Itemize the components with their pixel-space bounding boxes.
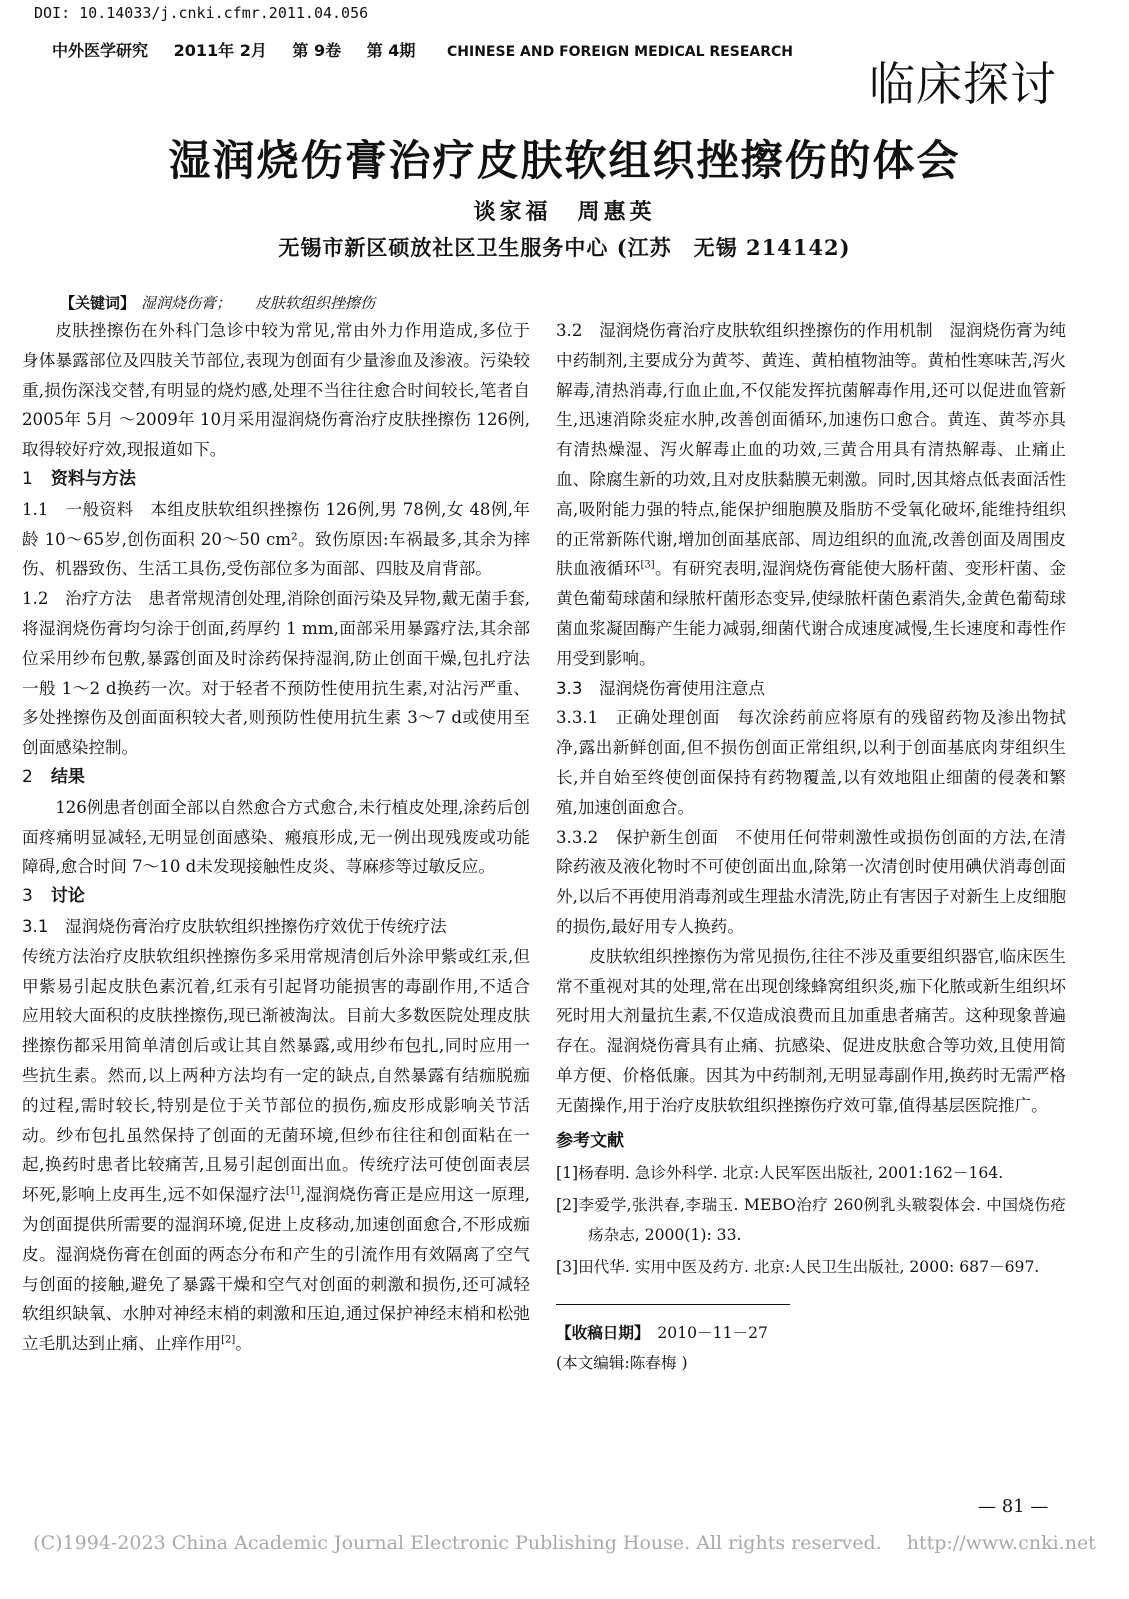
- subsection-1-2: 1.2 治疗方法 患者常规清创处理,消除创面污染及异物,戴无菌手套,将湿润烧伤膏均匀涂于创面,药厚约 1 mm,面部采用暴露疗法,其余部位采用纱布包敷,暴露创面及时涂药保持湿润,防止创面干燥,包扎疗法一般 1～2 d换药一次。对于轻者不预防性使用抗生素,对沾污严重、多处挫擦伤及创面面积较大者,则预防性使用抗生素 3～7 d或使用至创面感染控制。: [22, 589, 530, 758]
- text-run: 传统方法治疗皮肤软组织挫擦伤多采用常规清创后外涂甲紫或红汞,但甲紫易引起皮肤色素沉着,红汞有引起肾功能损害的毒副作用,不适合应用较大面积的皮肤挫擦伤,现已渐被淘汰。目前大多数医院处理皮肤挫擦伤都采用简单清创后或让其自然暴露,或用纱布包扎,同时应用一些抗生素。然而,以上两种方法均有一定的缺点,自然暴露有结痂脱痂的过程,需时较长,特别是位于关节部位的损伤,痂皮形成影响关节活动。纱布包扎虽然保持了创面的无菌环境,但纱布往往和创面粘在一起,换药时患者比较痛苦,且易引起创面出血。传统疗法可使创面表层坏死,影响上皮再生,远不如保湿疗法: [22, 946, 530, 1205]
- volume: 第 9卷: [292, 41, 342, 60]
- article-title: 湿润烧伤膏治疗皮肤软组织挫擦伤的体会: [168, 136, 961, 185]
- keyword: 皮肤软组织挫擦伤: [255, 294, 376, 312]
- references-heading: 参考文献: [556, 1130, 624, 1151]
- editor-note: (本文编辑:陈春梅 ): [556, 1354, 688, 1373]
- subsection-3-3-2: 3.3.2 保护新生创面 不使用任何带刺激性或损伤创面的方法,在清除药液及液化物时不可使创面出血,除第一次清创时使用碘伏消毒创面外,以后不再使用消毒剂或生理盐水清洗,防止有害因子对新生上皮细胞的损伤,最好用专人换药。: [556, 827, 1066, 936]
- section-number: 1: [22, 468, 33, 489]
- divider: [556, 1304, 790, 1305]
- issue-number: 第 4期: [366, 41, 416, 60]
- keywords: [60, 292, 393, 313]
- reference-item: [2]李爱学,张洪春,李瑞玉. MEBO治疗 260例乳头皲裂体会. 中国烧伤疮疡杂志, 2000(1): 33.: [556, 1196, 1066, 1245]
- intro-paragraph: 皮肤挫擦伤在外科门急诊中较为常见,常由外力作用造成,多位于身体暴露部位及四肢关节部位,表现为创面有少量渗血及渗液。污染较重,损伤深浅交替,有明显的烧灼感,处理不当往往愈合时间较长,笔者自 2005年 5月 ～2009年 10月采用湿润烧伤膏治疗皮肤挫擦伤 126例,取得较好疗效,现报道如下。: [22, 321, 530, 460]
- reference-item: [1]杨春明. 急诊外科学. 北京:人民军医出版社, 2001:162－164.: [556, 1164, 1004, 1183]
- subsection-3-3-1: 3.3.1 正确处理创面 每次涂药前应将原有的残留药物及渗出物拭净,露出新鲜创面,但不损伤创面正常组织,以利于创面基底肉芽组织生长,并自始至终使创面保持有药物覆盖,以有效地阻止细菌的侵袭和繁殖,加速创面愈合。: [556, 708, 1066, 817]
- subsection-3-2: [556, 316, 1066, 674]
- received-date: [556, 1319, 1066, 1349]
- subsection-3-1-text: [22, 942, 530, 1359]
- text-run: ,湿润烧伤膏正是应用这一原理,为创面提供所需要的湿润环境,促进上皮移动,加速创面愈合,不形成痂皮。湿润烧伤膏在创面的两态分布和产生的引流作用有效隔离了空气与创面的接触,避免了暴露干燥和空气对创面的刺激和损伤,还可减轻软组织缺氧、水肿对神经末梢的刺激和压迫,通过保护神经末梢和松弛立毛肌达到止痛、止痒作用: [22, 1185, 530, 1354]
- keywords-label: 【关键词】: [60, 294, 136, 312]
- section-title: 资料与方法: [50, 468, 136, 489]
- affiliation: 无锡市新区硕放社区卫生服务中心 (江苏 无锡 214142): [278, 235, 851, 260]
- citation: [3]: [640, 559, 655, 571]
- issue-date: 2011年 2月: [173, 41, 267, 60]
- left-column: [22, 316, 530, 1359]
- section-number: 3: [22, 886, 33, 907]
- section-heading-3: [22, 882, 530, 912]
- reference-item: [3]田代华. 实用中医及药方. 北京:人民卫生出版社, 2000: 687－697.: [556, 1258, 1040, 1277]
- keyword: 湿润烧伤膏；: [141, 294, 232, 312]
- section-label: 临床探讨: [869, 57, 1057, 111]
- subsection-3-1-heading: 3.1 湿润烧伤膏治疗皮肤软组织挫擦伤疗效优于传统疗法: [22, 916, 447, 936]
- text-run: 。有研究表明,湿润烧伤膏能使大肠杆菌、变形杆菌、金黄色葡萄球菌和绿脓杆菌形态变异,使绿脓杆菌色素消失,金黄色葡萄球菌血浆凝固酶产生能力减弱,细菌代谢合成速度减慢,生长速度和毒性作用受到影响。: [556, 559, 1066, 668]
- doi: DOI: 10.14033/j.cnki.cfmr.2011.04.056: [34, 4, 369, 22]
- journal-name-en: CHINESE AND FOREIGN MEDICAL RESEARCH: [447, 44, 793, 60]
- section-heading-1: [22, 465, 530, 495]
- conclusion-paragraph: 皮肤软组织挫擦伤为常见损伤,往往不涉及重要组织器官,临床医生常不重视对其的处理,常在出现创缘蜂窝组织炎,痂下化脓或新生组织坏死时用大剂量抗生素,不仅造成浪费而且加重患者痛苦。这种现象普遍存在。湿润烧伤膏具有止痛、抗感染、促进皮肤愈合等功效,且使用简单方便、价格低廉。因其为中药制剂,无明显毒副作用,换药时无需严格无菌操作,用于治疗皮肤软组织挫擦伤疗效可靠,值得基层医院推广。: [556, 946, 1066, 1115]
- section-heading-2: [22, 763, 530, 793]
- results-paragraph: 126例患者创面全部以自然愈合方式愈合,未行植皮处理,涂药后创面疼痛明显减轻,无明显创面感染、瘢痕形成,无一例出现残废或功能障碍,愈合时间 7～10 d未发现接触性皮炎、荨麻疹等过敏反应。: [22, 797, 530, 877]
- copyright-watermark: (C)1994-2023 China Academic Journal Electronic Publishing House. All rights reserved. http://www.cnki.net: [33, 1532, 1096, 1554]
- right-column: [556, 316, 1066, 1379]
- citation: [1]: [285, 1185, 301, 1197]
- page-number: — 81 —: [978, 1496, 1049, 1517]
- received-value: 2010－11－27: [657, 1324, 768, 1343]
- received-label: 【收稿日期】: [556, 1324, 642, 1343]
- section-title: 结果: [50, 766, 85, 787]
- journal-name: 中外医学研究: [52, 41, 149, 60]
- subsection-3-3-heading: 3.3 湿润烧伤膏使用注意点: [556, 678, 765, 698]
- authors: 谈家福 周惠英: [473, 199, 656, 225]
- text-run: 3.2 湿润烧伤膏治疗皮肤软组织挫擦伤的作用机制 湿润烧伤膏为纯中药制剂,主要成分为黄芩、黄连、黄柏植物油等。黄柏性寒味苦,泻火解毒,清热消毒,行血止血,不仅能发挥抗菌解毒作用,还可以促进血管新生,迅速消除炎症水肿,改善创面循环,加速伤口愈合。黄连、黄芩亦具有清热燥湿、泻火解毒止血的功效,三黄合用具有清热解毒、止痛止血、除腐生新的功效,且对皮肤黏膜无刺激。同时,因其熔点低表面活性高,吸附能力强的特点,能保护细胞膜及脂肪不受氧化破坏,能维持组织的正常新陈代谢,增加创面基底部、周边组织的血流,改善创面及周围皮肤血液循环: [556, 321, 1066, 579]
- text-run: 。: [235, 1334, 252, 1354]
- section-number: 2: [22, 766, 33, 787]
- journal-header: [52, 38, 813, 61]
- citation: [2]: [221, 1334, 236, 1346]
- section-title: 讨论: [50, 886, 85, 907]
- subsection-1-1: 1.1 一般资料 本组皮肤软组织挫擦伤 126例,男 78例,女 48例,年龄 10～65岁,创伤面积 20～50 cm²。致伤原因:车祸最多,其余为摔伤、机器致伤、生活工具伤,受伤部位多为面部、四肢及肩背部。: [22, 499, 530, 579]
